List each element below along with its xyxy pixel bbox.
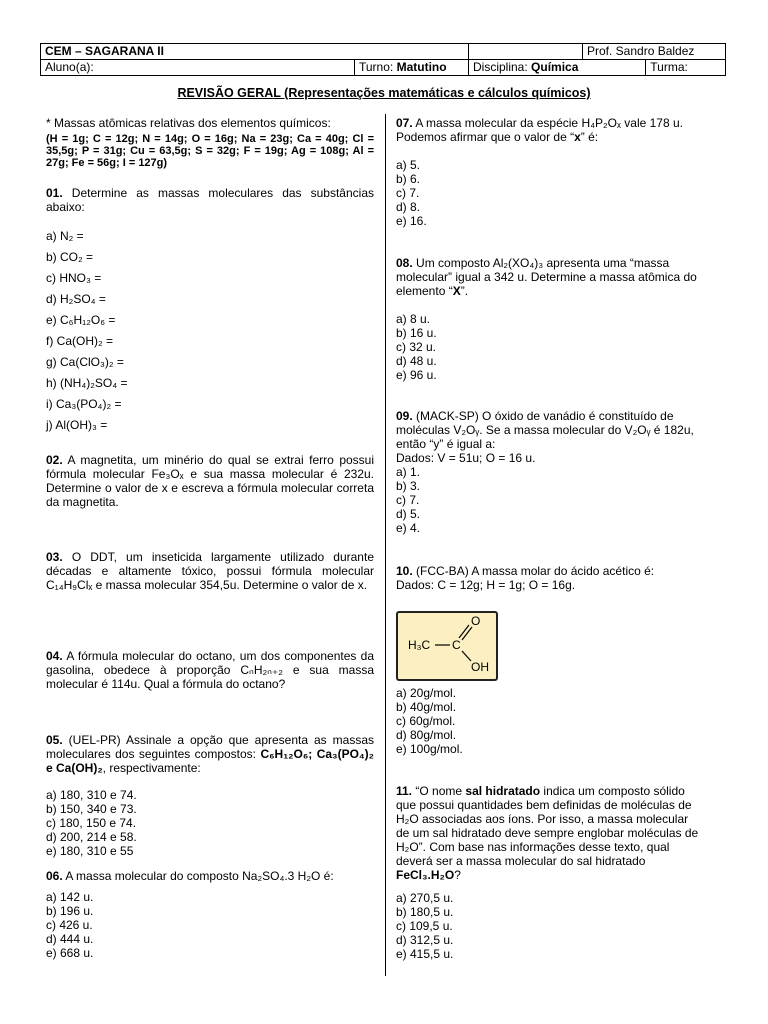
shift-value: Matutino [396, 60, 447, 74]
q01-item-j: j) Al(OH)₃ = [46, 418, 108, 432]
q08-option-d: d) 48 u. [396, 354, 437, 368]
question-number: 05. [46, 733, 63, 747]
intro-text: * Massas atômicas relativas dos elementos químicos: [46, 116, 331, 130]
question-09 [396, 409, 722, 465]
q07-option-c: c) 7. [396, 186, 420, 200]
q11-line6: deverá ser a massa molecular do sal hidratado [396, 854, 646, 868]
q10-option-e: e) 100g/mol. [396, 742, 463, 756]
q07-option-d: d) 8. [396, 200, 421, 214]
subject-cell [469, 60, 646, 76]
question-number: 11. [396, 784, 413, 798]
acetic-acid-structure [396, 611, 498, 681]
shift-label: Turno: [359, 60, 394, 74]
atomic-masses: (H = 1g; C = 12g; N = 14g; O = 16g; Na = 23g; Ca = 40g; Cl = 35,5g; P = 31g; Cu = 63,5g; S = 32g; F = 19g; Ag = 108g; Al = 27g; Fe = 56g; I = 127g) [46, 133, 374, 169]
q01-item-c: c) HNO₃ = [46, 271, 102, 285]
question-05 [46, 733, 374, 775]
q01-item-a: a) N₂ = [46, 229, 84, 243]
q07-variable: x [574, 130, 581, 144]
q08-line1: Um composto Al₂(XO₄)₃ apresenta uma “massa [416, 256, 670, 270]
question-number: 08. [396, 256, 413, 270]
q01-item-g: g) Ca(ClO₃)₂ = [46, 355, 124, 369]
question-02 [46, 453, 374, 509]
q08-option-c: c) 32 u. [396, 340, 437, 354]
q06-option-b: b) 196 u. [46, 904, 94, 918]
q09-line4: Dados: V = 51u; O = 16 u. [396, 451, 536, 465]
header-table [40, 43, 726, 76]
school-name: CEM – SAGARANA II [45, 44, 164, 58]
question-04 [46, 649, 374, 691]
question-number: 03. [46, 550, 63, 564]
question-text: (UEL-PR) Assinale a opção que apresenta as massas moleculares dos seguintes compostos: [46, 733, 374, 761]
q08-line2: molecular” igual a 342 u. Determine a massa atômica do [396, 270, 697, 284]
shift-cell [355, 60, 469, 76]
q05-option-b: b) 150, 340 e 73. [46, 802, 137, 816]
q11-option-e: e) 415,5 u. [396, 947, 454, 961]
class-cell [646, 60, 726, 76]
q05-option-e: e) 180, 310 e 55 [46, 844, 134, 858]
question-number: 07. [396, 116, 413, 130]
question-07 [396, 116, 722, 144]
q07-line1: A massa molecular da espécie H₄P₂Oₓ vale 178 u. [415, 116, 683, 130]
q01-item-h: h) (NH₄)₂SO₄ = [46, 376, 128, 390]
teacher-name: Prof. Sandro Baldez [587, 44, 695, 58]
page-title: REVISÃO GERAL (Representações matemáticas e cálculos químicos) [177, 86, 591, 100]
q10-options [396, 686, 722, 756]
carbonyl-carbon: C [452, 638, 461, 652]
q01-item-i: i) Ca₃(PO₄)₂ = [46, 397, 122, 411]
q11-option-a: a) 270,5 u. [396, 891, 454, 905]
q08-option-b: b) 16 u. [396, 326, 437, 340]
double-bond-line-2 [459, 625, 469, 638]
question-number: 06. [46, 869, 63, 883]
subject-value: Química [531, 60, 579, 74]
q11-bold-term: sal hidratado [465, 784, 541, 798]
question-number: 04. [46, 649, 63, 663]
q08-option-a: a) 8 u. [396, 312, 431, 326]
school-name-cell [41, 44, 469, 60]
q08-variable: X [452, 284, 461, 298]
q11-option-b: b) 180,5 u. [396, 905, 454, 919]
q07-options [396, 158, 722, 228]
acetic-acid-diagram [398, 613, 496, 679]
q10-line2: Dados: C = 12g; H = 1g; O = 16g. [396, 578, 576, 592]
q05-tail: , respectivamente: [102, 761, 201, 775]
q07-line2-pre: Podemos afirmar que o valor de “ [396, 130, 575, 144]
q09-option-b: b) 3. [396, 479, 421, 493]
q05-option-a: a) 180, 310 e 74. [46, 788, 137, 802]
q09-line3: então “y” é igual a: [396, 437, 496, 451]
q10-option-c: c) 60g/mol. [396, 714, 456, 728]
q10-line1: (FCC-BA) A massa molar do ácido acético é: [416, 564, 655, 578]
q09-line1: (MACK-SP) O óxido de vanádio é constituído de [416, 409, 674, 423]
question-10 [396, 564, 722, 592]
q11-line4: de um sal hidratado deve sempre englobar moléculas de [396, 826, 699, 840]
q11-formula: FeCl₃.H₂O [396, 868, 455, 882]
q08-line3-post: ”. [460, 284, 469, 298]
question-number: 02. [46, 453, 63, 467]
q11-line5: H₂O”. Com base nas informações desse texto, qual [396, 840, 670, 854]
student-label: Aluno(a): [45, 60, 94, 74]
q01-item-d: d) H₂SO₄ = [46, 292, 106, 306]
question-01 [46, 186, 374, 214]
q06-option-d: d) 444 u. [46, 932, 94, 946]
q01-item-f: f) Ca(OH)₂ = [46, 334, 113, 348]
question-08 [396, 256, 722, 298]
q08-option-e: e) 96 u. [396, 368, 437, 382]
question-03 [46, 550, 374, 592]
q09-option-d: d) 5. [396, 507, 421, 521]
column-divider [385, 114, 386, 976]
q11-line1-pre: “O nome [415, 784, 466, 798]
q06-option-e: e) 668 u. [46, 946, 94, 960]
blank-cell [469, 44, 583, 60]
question-11 [396, 784, 722, 882]
q11-line1-post: indica um composto sólido [540, 784, 685, 798]
question-06 [46, 869, 374, 883]
hydroxyl-group: OH [471, 660, 489, 674]
q05-option-c: c) 180, 150 e 74. [46, 816, 137, 830]
methyl-group: H₃C [408, 638, 431, 652]
q06-options [46, 890, 374, 960]
q08-options [396, 312, 722, 382]
q11-line3: H₂O associadas aos íons. Por isso, a massa molecular [396, 812, 689, 826]
question-text: A massa molecular do composto Na₂SO₄.3 H₂O é: [65, 869, 334, 883]
teacher-cell [583, 44, 726, 60]
q09-option-e: e) 4. [396, 521, 421, 535]
double-bond-line-1 [462, 627, 472, 640]
q10-option-b: b) 40g/mol. [396, 700, 457, 714]
q10-option-a: a) 20g/mol. [396, 686, 457, 700]
question-text: A fórmula molecular do octano, um dos componentes da gasolina, obedece à proporção CₙH₂ₙ₊₂ e sua massa molecular é 114u. Qual a fórmula do octano? [46, 649, 375, 691]
q11-option-d: d) 312,5 u. [396, 933, 454, 947]
q10-option-d: d) 80g/mol. [396, 728, 457, 742]
q01-item-e: e) C₆H₁₂O₆ = [46, 313, 116, 327]
q07-option-b: b) 6. [396, 172, 421, 186]
question-text: O DDT, um inseticida largamente utilizado durante décadas e altamente tóxico, possui fórmula molecular C₁₄H₉Clₓ e massa molecular 354,5u. Determine o valor de x. [46, 550, 374, 592]
q06-option-a: a) 142 u. [46, 890, 94, 904]
question-number: 01. [46, 186, 63, 200]
q07-line2-post: ” é: [580, 130, 599, 144]
q08-line3-pre: elemento “ [396, 284, 453, 298]
question-text: Determine as massas moleculares das substâncias abaixo: [46, 186, 374, 214]
q05-option-d: d) 200, 214 e 58. [46, 830, 137, 844]
q09-line2: moléculas V₂Oᵧ. Se a massa molecular do V₂Oᵧ é 182u, [396, 423, 694, 437]
question-number: 09. [396, 409, 413, 423]
q06-option-c: c) 426 u. [46, 918, 93, 932]
q11-option-c: c) 109,5 u. [396, 919, 453, 933]
question-number: 10. [396, 564, 413, 578]
q07-option-a: a) 5. [396, 158, 421, 172]
q11-options [396, 891, 722, 961]
q09-options [396, 465, 722, 535]
oxygen-atom: O [471, 614, 481, 628]
class-label: Turma: [650, 60, 688, 74]
q09-option-c: c) 7. [396, 493, 420, 507]
q05-compounds: C₆H₁₂O₆; Ca₃(PO₄)₂ e Ca(OH)₂ [46, 747, 374, 775]
q11-line2: que possui quantidades bem definidas de moléculas de [396, 798, 692, 812]
q07-option-e: e) 16. [396, 214, 427, 228]
q11-line7-post: ? [454, 868, 461, 882]
question-text: A magnetita, um minério do qual se extrai ferro possui fórmula molecular Fe₃Oₓ e sua massa molecular é 232u. Determine o valor de x e escreva a fórmula molecular correta da magnetita. [46, 453, 375, 509]
q09-option-a: a) 1. [396, 465, 421, 479]
subject-label: Disciplina: [473, 60, 528, 74]
student-cell [41, 60, 355, 76]
q01-item-b: b) CO₂ = [46, 250, 94, 264]
q05-options [46, 788, 374, 858]
single-bond-oh [462, 651, 471, 661]
